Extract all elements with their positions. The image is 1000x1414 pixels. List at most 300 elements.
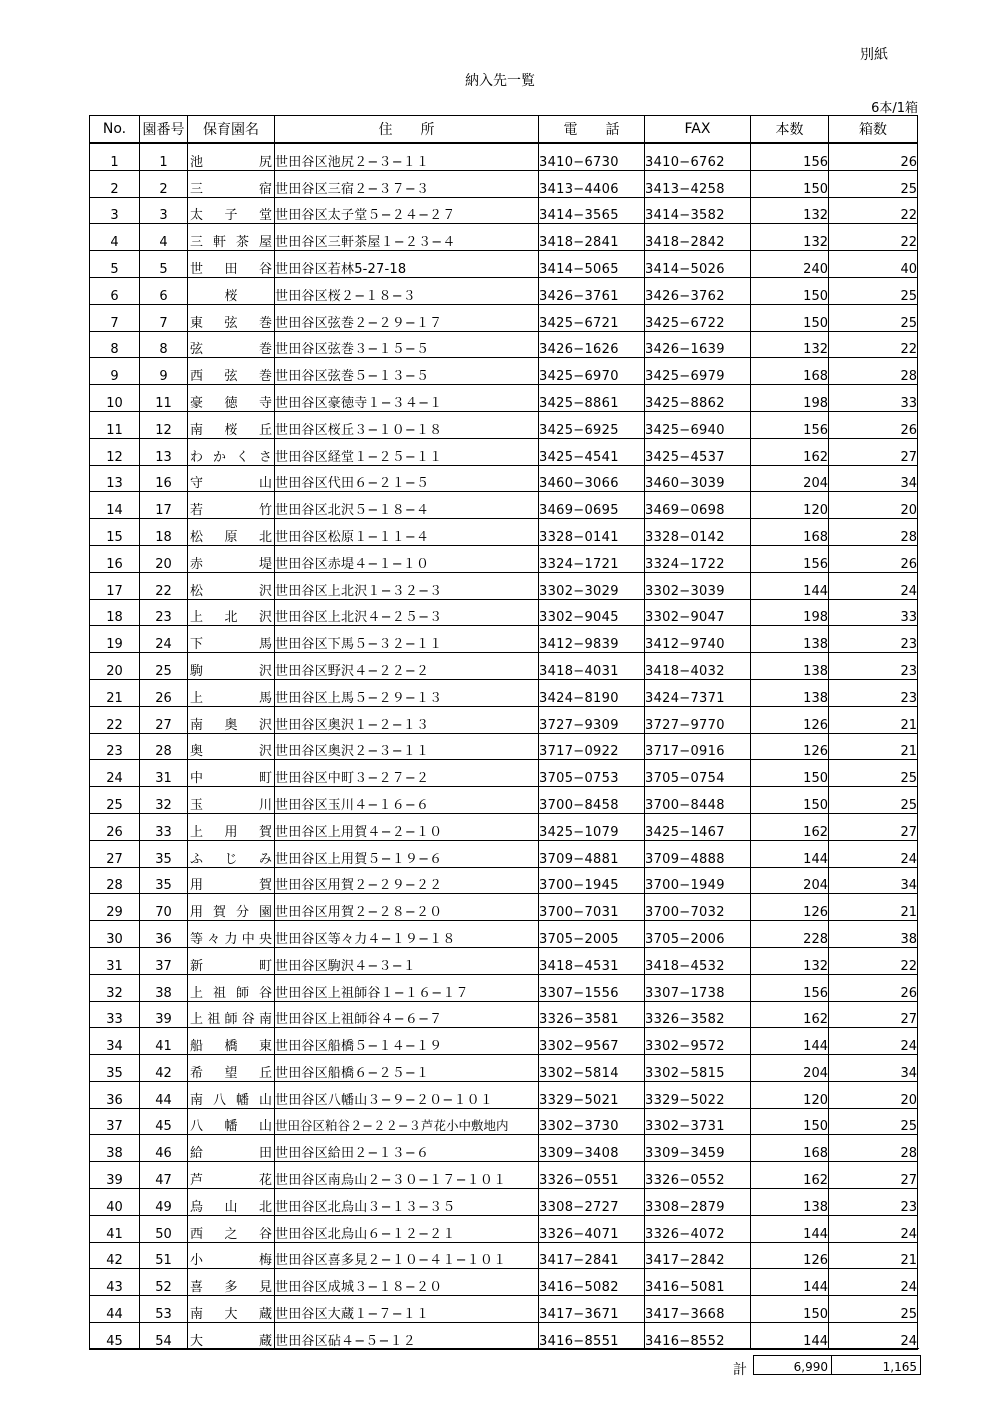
nursery-number-cell: 24 <box>140 626 188 653</box>
nursery-number-cell: 20 <box>140 545 188 572</box>
bottle-count-cell: 204 <box>751 1055 829 1082</box>
fax-cell: 3425−8862 <box>645 385 751 412</box>
address-cell: 世田谷区粕谷２−２２−３芦花小中敷地内 <box>275 1108 539 1135</box>
bottle-count-cell: 138 <box>751 1189 829 1216</box>
box-count-cell: 23 <box>829 653 918 680</box>
bottle-count-cell: 138 <box>751 653 829 680</box>
nursery-name-cell <box>188 411 275 438</box>
nursery-number-cell: 42 <box>140 1055 188 1082</box>
table-row <box>90 1296 918 1323</box>
address-cell: 世田谷区弦巻５−１３−５ <box>275 358 539 385</box>
box-count-cell: 20 <box>829 492 918 519</box>
nursery-name-cell <box>188 358 275 385</box>
nursery-name-cell <box>188 1028 275 1055</box>
nursery-name-text: 守山 <box>190 476 272 492</box>
row-number-cell: 4 <box>90 224 140 251</box>
table-row <box>90 1162 918 1189</box>
nursery-name-cell <box>188 921 275 948</box>
table-row <box>90 679 918 706</box>
nursery-name-cell <box>188 599 275 626</box>
nursery-name-cell <box>188 170 275 197</box>
table-row <box>90 733 918 760</box>
box-count-cell: 24 <box>829 840 918 867</box>
table-row <box>90 947 918 974</box>
nursery-name-text: 東弦巻 <box>190 315 272 331</box>
address-cell: 世田谷区成城３−１８−２０ <box>275 1269 539 1296</box>
phone-cell: 3426−1626 <box>539 331 645 358</box>
nursery-name-cell <box>188 519 275 546</box>
nursery-name-text: 奥沢 <box>190 744 272 760</box>
bottle-count-cell: 162 <box>751 813 829 840</box>
fax-cell: 3705−2006 <box>645 921 751 948</box>
fax-cell: 3309−3459 <box>645 1135 751 1162</box>
fax-cell: 3302−5815 <box>645 1055 751 1082</box>
nursery-name-cell <box>188 1162 275 1189</box>
fax-cell: 3426−3762 <box>645 277 751 304</box>
phone-cell: 3329−5021 <box>539 1081 645 1108</box>
phone-cell: 3700−1945 <box>539 867 645 894</box>
phone-cell: 3416−5082 <box>539 1269 645 1296</box>
bottle-count-cell: 138 <box>751 626 829 653</box>
nursery-name-text: 太子堂 <box>190 208 272 224</box>
table-row <box>90 840 918 867</box>
nursery-name-text: 玉川 <box>190 797 272 813</box>
fax-cell: 3700−7032 <box>645 894 751 921</box>
address-cell: 世田谷区大蔵１−７−１１ <box>275 1296 539 1323</box>
row-number-cell: 23 <box>90 733 140 760</box>
nursery-number-cell: 44 <box>140 1081 188 1108</box>
row-number-cell: 20 <box>90 653 140 680</box>
phone-cell: 3418−4531 <box>539 947 645 974</box>
table-row <box>90 1242 918 1269</box>
address-cell: 世田谷区上用賀４−２−１０ <box>275 813 539 840</box>
nursery-name-cell <box>188 974 275 1001</box>
nursery-number-cell: 28 <box>140 733 188 760</box>
nursery-number-cell: 46 <box>140 1135 188 1162</box>
bottle-count-cell: 144 <box>751 1028 829 1055</box>
box-count-cell: 24 <box>829 1215 918 1242</box>
nursery-name-cell <box>188 492 275 519</box>
fax-cell: 3469−0698 <box>645 492 751 519</box>
row-number-cell: 24 <box>90 760 140 787</box>
nursery-number-cell: 17 <box>140 492 188 519</box>
phone-cell: 3307−1556 <box>539 974 645 1001</box>
table-row <box>90 1215 918 1242</box>
nursery-name-cell <box>188 1215 275 1242</box>
table-row <box>90 1001 918 1028</box>
nursery-name-cell <box>188 1323 275 1350</box>
table-row <box>90 572 918 599</box>
col-header-box-count: 箱数 <box>829 116 918 144</box>
nursery-name-cell <box>188 1242 275 1269</box>
fax-cell: 3700−1949 <box>645 867 751 894</box>
box-count-cell: 22 <box>829 224 918 251</box>
bottle-count-cell: 150 <box>751 277 829 304</box>
nursery-number-cell: 39 <box>140 1001 188 1028</box>
delivery-table <box>89 115 918 1350</box>
table-row <box>90 545 918 572</box>
address-cell: 世田谷区船橋６−２５−１ <box>275 1055 539 1082</box>
phone-cell: 3417−2841 <box>539 1242 645 1269</box>
row-number-cell: 12 <box>90 438 140 465</box>
unit-note: 6本/1箱 <box>871 101 918 116</box>
table-row <box>90 465 918 492</box>
fax-cell: 3326−0552 <box>645 1162 751 1189</box>
phone-cell: 3700−8458 <box>539 787 645 814</box>
table-row <box>90 653 918 680</box>
address-cell: 世田谷区北沢５−１８−４ <box>275 492 539 519</box>
table-row <box>90 1055 918 1082</box>
nursery-name-cell <box>188 1055 275 1082</box>
address-cell: 世田谷区奥沢１−２−１３ <box>275 706 539 733</box>
fax-cell: 3417−2842 <box>645 1242 751 1269</box>
row-number-cell: 15 <box>90 519 140 546</box>
row-number-cell: 30 <box>90 921 140 948</box>
fax-cell: 3418−2842 <box>645 224 751 251</box>
table-row <box>90 760 918 787</box>
bottle-count-cell: 204 <box>751 465 829 492</box>
table-row <box>90 1108 918 1135</box>
nursery-name-cell <box>188 197 275 224</box>
bottle-count-cell: 144 <box>751 1269 829 1296</box>
address-cell: 世田谷区桜丘３−１０−１８ <box>275 411 539 438</box>
bottle-count-cell: 120 <box>751 1081 829 1108</box>
phone-cell: 3709−4881 <box>539 840 645 867</box>
nursery-name-text: 中町 <box>190 771 272 787</box>
address-cell: 世田谷区喜多見２−１０−４１−１０１ <box>275 1242 539 1269</box>
fax-cell: 3326−3582 <box>645 1001 751 1028</box>
table-row <box>90 626 918 653</box>
nursery-name-cell <box>188 251 275 278</box>
address-cell: 世田谷区三宿２−３７−３ <box>275 170 539 197</box>
total-label: 計 <box>733 1362 747 1378</box>
bottle-count-cell: 156 <box>751 411 829 438</box>
phone-cell: 3302−3730 <box>539 1108 645 1135</box>
bottle-count-cell: 168 <box>751 519 829 546</box>
box-count-cell: 27 <box>829 1162 918 1189</box>
nursery-name-text: 上用賀 <box>190 824 272 840</box>
bottle-count-cell: 144 <box>751 1323 829 1350</box>
bottle-count-cell: 162 <box>751 1001 829 1028</box>
address-cell: 世田谷区代田６−２１−５ <box>275 465 539 492</box>
bottle-count-cell: 198 <box>751 385 829 412</box>
row-number-cell: 44 <box>90 1296 140 1323</box>
row-number-cell: 18 <box>90 599 140 626</box>
fax-cell: 3709−4888 <box>645 840 751 867</box>
bottle-count-cell: 168 <box>751 358 829 385</box>
nursery-number-cell: 49 <box>140 1189 188 1216</box>
box-count-cell: 25 <box>829 760 918 787</box>
row-number-cell: 6 <box>90 277 140 304</box>
attachment-label: 別紙 <box>860 47 888 63</box>
table-row <box>90 921 918 948</box>
phone-cell: 3717−0922 <box>539 733 645 760</box>
bottle-count-cell: 132 <box>751 224 829 251</box>
nursery-name-cell <box>188 465 275 492</box>
row-number-cell: 22 <box>90 706 140 733</box>
phone-cell: 3416−8551 <box>539 1323 645 1350</box>
nursery-number-cell: 12 <box>140 411 188 438</box>
address-cell: 世田谷区南烏山２−３０−１７−１０１ <box>275 1162 539 1189</box>
table-row <box>90 438 918 465</box>
row-number-cell: 2 <box>90 170 140 197</box>
table-row <box>90 867 918 894</box>
box-count-cell: 28 <box>829 1135 918 1162</box>
row-number-cell: 16 <box>90 545 140 572</box>
col-header-bottle-count: 本数 <box>751 116 829 144</box>
address-cell: 世田谷区経堂１−２５−１１ <box>275 438 539 465</box>
bottle-count-cell: 240 <box>751 251 829 278</box>
box-count-cell: 22 <box>829 947 918 974</box>
nursery-number-cell: 35 <box>140 840 188 867</box>
table-row <box>90 706 918 733</box>
address-cell: 世田谷区船橋５−１４−１９ <box>275 1028 539 1055</box>
fax-cell: 3308−2879 <box>645 1189 751 1216</box>
nursery-number-cell: 32 <box>140 787 188 814</box>
table-row <box>90 974 918 1001</box>
table-row <box>90 787 918 814</box>
nursery-name-text: 上祖師谷 <box>190 985 272 1001</box>
bottle-count-cell: 150 <box>751 1108 829 1135</box>
address-cell: 世田谷区八幡山３−９−２０−１０１ <box>275 1081 539 1108</box>
nursery-name-text: 用賀分園 <box>190 905 272 921</box>
row-number-cell: 19 <box>90 626 140 653</box>
fax-cell: 3424−7371 <box>645 679 751 706</box>
table-row <box>90 304 918 331</box>
address-cell: 世田谷区給田２−１３−６ <box>275 1135 539 1162</box>
fax-cell: 3425−6722 <box>645 304 751 331</box>
nursery-name-text: 南八幡山 <box>190 1092 272 1108</box>
nursery-name-cell <box>188 947 275 974</box>
nursery-number-cell: 5 <box>140 251 188 278</box>
nursery-name-cell <box>188 1296 275 1323</box>
bottle-count-cell: 126 <box>751 1242 829 1269</box>
bottle-count-cell: 120 <box>751 492 829 519</box>
nursery-name-cell <box>188 867 275 894</box>
fax-cell: 3418−4532 <box>645 947 751 974</box>
nursery-name-text: 上祖師谷南 <box>190 1012 272 1028</box>
total-bottles: 6,990 <box>754 1356 832 1375</box>
nursery-name-text: 大蔵 <box>190 1333 272 1349</box>
nursery-name-text: 桜 <box>224 288 238 304</box>
box-count-cell: 24 <box>829 1269 918 1296</box>
box-count-cell: 25 <box>829 1296 918 1323</box>
bottle-count-cell: 156 <box>751 143 829 170</box>
fax-cell: 3425−6940 <box>645 411 751 438</box>
bottle-count-cell: 156 <box>751 974 829 1001</box>
box-count-cell: 27 <box>829 1001 918 1028</box>
address-cell: 世田谷区桜２−１８−３ <box>275 277 539 304</box>
col-header-phone: 電 話 <box>539 116 645 144</box>
nursery-name-cell <box>188 626 275 653</box>
fax-cell: 3324−1722 <box>645 545 751 572</box>
row-number-cell: 42 <box>90 1242 140 1269</box>
nursery-name-text: 西之谷 <box>190 1226 272 1242</box>
totals-table <box>753 1355 921 1375</box>
box-count-cell: 20 <box>829 1081 918 1108</box>
table-row <box>90 519 918 546</box>
row-number-cell: 1 <box>90 143 140 170</box>
row-number-cell: 10 <box>90 385 140 412</box>
address-cell: 世田谷区三軒茶屋１−２３−４ <box>275 224 539 251</box>
nursery-name-text: 南大蔵 <box>190 1307 272 1323</box>
address-cell: 世田谷区下馬５−３２−１１ <box>275 626 539 653</box>
nursery-name-text: 松沢 <box>190 583 272 599</box>
nursery-number-cell: 2 <box>140 170 188 197</box>
col-header-fax: FAX <box>645 116 751 144</box>
phone-cell: 3705−0753 <box>539 760 645 787</box>
nursery-name-cell <box>188 679 275 706</box>
box-count-cell: 28 <box>829 519 918 546</box>
box-count-cell: 27 <box>829 438 918 465</box>
box-count-cell: 33 <box>829 385 918 412</box>
nursery-number-cell: 11 <box>140 385 188 412</box>
nursery-name-cell <box>188 277 275 304</box>
nursery-number-cell: 13 <box>140 438 188 465</box>
table-row <box>90 1081 918 1108</box>
nursery-name-cell <box>188 1081 275 1108</box>
nursery-name-text: 上北沢 <box>190 610 272 626</box>
phone-cell: 3302−5814 <box>539 1055 645 1082</box>
box-count-cell: 38 <box>829 921 918 948</box>
fax-cell: 3425−6979 <box>645 358 751 385</box>
phone-cell: 3425−1079 <box>539 813 645 840</box>
bottle-count-cell: 150 <box>751 170 829 197</box>
address-cell: 世田谷区中町３−２７−２ <box>275 760 539 787</box>
nursery-number-cell: 25 <box>140 653 188 680</box>
nursery-name-text: 船橋東 <box>190 1039 272 1055</box>
fax-cell: 3410−6762 <box>645 143 751 170</box>
nursery-name-text: 用賀 <box>190 878 272 894</box>
box-count-cell: 22 <box>829 331 918 358</box>
nursery-name-cell <box>188 1001 275 1028</box>
phone-cell: 3414−5065 <box>539 251 645 278</box>
phone-cell: 3324−1721 <box>539 545 645 572</box>
table-header-row <box>90 116 918 144</box>
address-cell: 世田谷区上北沢１−３２−３ <box>275 572 539 599</box>
address-cell: 世田谷区奥沢２−３−１１ <box>275 733 539 760</box>
table-row <box>90 358 918 385</box>
phone-cell: 3302−9567 <box>539 1028 645 1055</box>
row-number-cell: 38 <box>90 1135 140 1162</box>
phone-cell: 3412−9839 <box>539 626 645 653</box>
phone-cell: 3426−3761 <box>539 277 645 304</box>
bottle-count-cell: 156 <box>751 545 829 572</box>
table-bottom-rule <box>89 1348 919 1349</box>
box-count-cell: 34 <box>829 1055 918 1082</box>
nursery-name-text: 弦巻 <box>190 342 272 358</box>
nursery-name-text: 芦花 <box>190 1173 272 1189</box>
nursery-name-cell <box>188 840 275 867</box>
row-number-cell: 36 <box>90 1081 140 1108</box>
box-count-cell: 26 <box>829 411 918 438</box>
row-number-cell: 14 <box>90 492 140 519</box>
row-number-cell: 17 <box>90 572 140 599</box>
nursery-number-cell: 53 <box>140 1296 188 1323</box>
nursery-name-text: 豪徳寺 <box>190 395 272 411</box>
box-count-cell: 24 <box>829 1028 918 1055</box>
bottle-count-cell: 132 <box>751 331 829 358</box>
nursery-number-cell: 70 <box>140 894 188 921</box>
fax-cell: 3414−3582 <box>645 197 751 224</box>
phone-cell: 3705−2005 <box>539 921 645 948</box>
bottle-count-cell: 162 <box>751 1162 829 1189</box>
address-cell: 世田谷区野沢４−２２−２ <box>275 653 539 680</box>
bottle-count-cell: 150 <box>751 304 829 331</box>
phone-cell: 3469−0695 <box>539 492 645 519</box>
row-number-cell: 29 <box>90 894 140 921</box>
bottle-count-cell: 150 <box>751 787 829 814</box>
table-row <box>90 331 918 358</box>
bottle-count-cell: 144 <box>751 572 829 599</box>
nursery-name-cell <box>188 1189 275 1216</box>
nursery-name-cell <box>188 304 275 331</box>
bottle-count-cell: 162 <box>751 438 829 465</box>
nursery-number-cell: 54 <box>140 1323 188 1350</box>
table-row <box>90 1269 918 1296</box>
row-number-cell: 43 <box>90 1269 140 1296</box>
nursery-number-cell: 22 <box>140 572 188 599</box>
bottle-count-cell: 132 <box>751 197 829 224</box>
box-count-cell: 25 <box>829 304 918 331</box>
table-row <box>90 492 918 519</box>
address-cell: 世田谷区弦巻２−２９−１７ <box>275 304 539 331</box>
table-row <box>90 224 918 251</box>
nursery-number-cell: 33 <box>140 813 188 840</box>
fax-cell: 3413−4258 <box>645 170 751 197</box>
address-cell: 世田谷区池尻２−３−１１ <box>275 143 539 170</box>
row-number-cell: 25 <box>90 787 140 814</box>
row-number-cell: 21 <box>90 679 140 706</box>
nursery-name-text: 若竹 <box>190 503 272 519</box>
nursery-number-cell: 1 <box>140 143 188 170</box>
fax-cell: 3417−3668 <box>645 1296 751 1323</box>
nursery-number-cell: 50 <box>140 1215 188 1242</box>
nursery-number-cell: 8 <box>140 331 188 358</box>
phone-cell: 3424−8190 <box>539 679 645 706</box>
nursery-name-text: 三軒茶屋 <box>190 235 272 251</box>
fax-cell: 3416−8552 <box>645 1323 751 1350</box>
nursery-number-cell: 47 <box>140 1162 188 1189</box>
fax-cell: 3426−1639 <box>645 331 751 358</box>
fax-cell: 3302−3039 <box>645 572 751 599</box>
phone-cell: 3410−6730 <box>539 143 645 170</box>
table-row <box>90 197 918 224</box>
phone-cell: 3727−9309 <box>539 706 645 733</box>
nursery-number-cell: 7 <box>140 304 188 331</box>
address-cell: 世田谷区上馬５−２９−１３ <box>275 679 539 706</box>
bottle-count-cell: 144 <box>751 840 829 867</box>
phone-cell: 3328−0141 <box>539 519 645 546</box>
nursery-number-cell: 38 <box>140 974 188 1001</box>
box-count-cell: 26 <box>829 143 918 170</box>
box-count-cell: 34 <box>829 867 918 894</box>
phone-cell: 3414−3565 <box>539 197 645 224</box>
nursery-number-cell: 26 <box>140 679 188 706</box>
nursery-number-cell: 9 <box>140 358 188 385</box>
box-count-cell: 21 <box>829 706 918 733</box>
box-count-cell: 21 <box>829 733 918 760</box>
fax-cell: 3307−1738 <box>645 974 751 1001</box>
address-cell: 世田谷区用賀２−２９−２２ <box>275 867 539 894</box>
nursery-name-cell <box>188 653 275 680</box>
row-number-cell: 26 <box>90 813 140 840</box>
nursery-name-text: 喜多見 <box>190 1280 272 1296</box>
fax-cell: 3425−1467 <box>645 813 751 840</box>
row-number-cell: 37 <box>90 1108 140 1135</box>
phone-cell: 3425−6970 <box>539 358 645 385</box>
phone-cell: 3425−6925 <box>539 411 645 438</box>
